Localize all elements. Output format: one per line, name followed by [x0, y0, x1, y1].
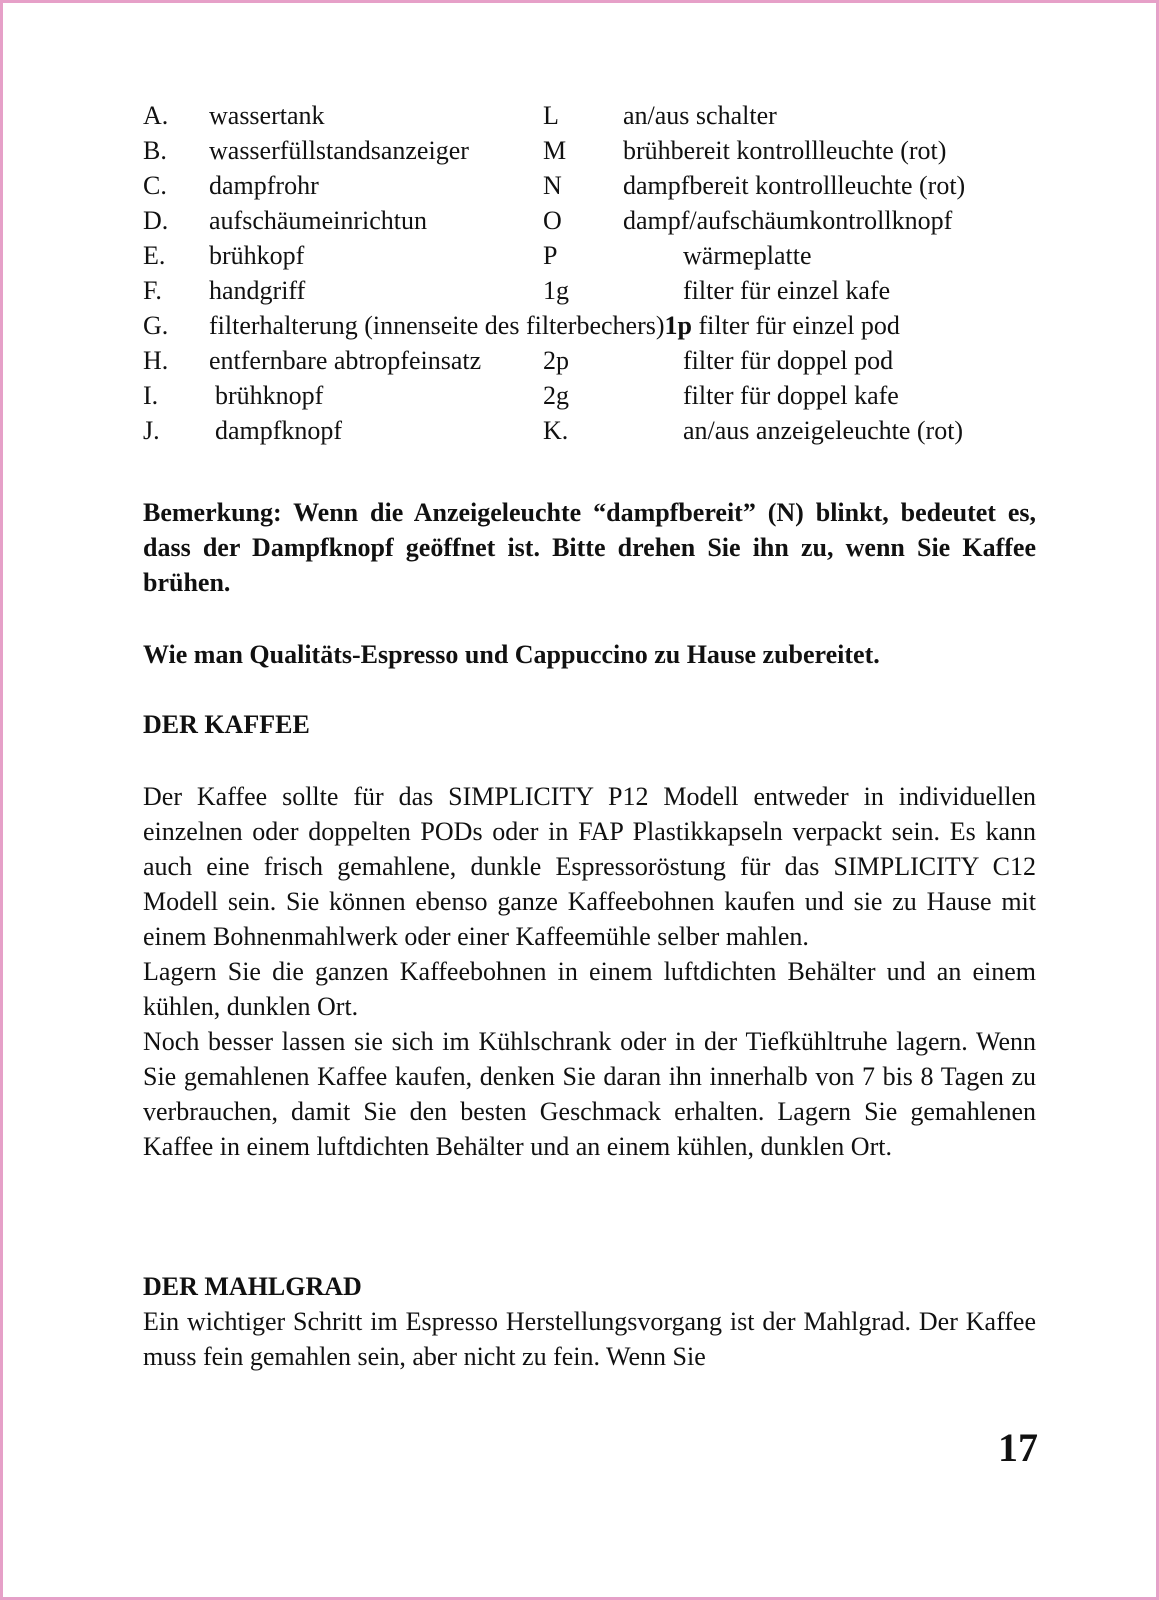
part-description: filter für einzel kafe	[683, 276, 891, 305]
part-letter: E.	[143, 241, 166, 270]
part-code: 1p	[664, 311, 692, 340]
page-number: 17	[998, 1425, 1038, 1470]
kaffee-paragraph: Lagern Sie die ganzen Kaffeebohnen in einem luftdichten Behälter und an einem kühlen, dunklen Ort.	[143, 957, 1036, 1021]
part-name: entfernbare abtropfeinsatz	[209, 346, 482, 375]
part-code: K.	[543, 416, 569, 445]
part-letter: C.	[143, 171, 167, 200]
part-name: dampfknopf	[215, 416, 343, 445]
part-name: brühknopf	[215, 381, 324, 410]
part-letter: A.	[143, 101, 169, 130]
heading-kaffee: DER KAFFEE	[143, 710, 310, 739]
part-letter: D.	[143, 206, 169, 235]
parts-row	[143, 378, 1043, 413]
part-merged-line	[209, 308, 900, 343]
part-description: filter für doppel kafe	[683, 381, 899, 410]
kaffee-paragraph: Noch besser lassen sie sich im Kühlschrank oder in der Tiefkühltruhe lagern. Wenn Sie gemahlenen Kaffee kaufen, denken Sie daran ihn innerhalb von 7 bis 8 Tagen zu verbrauchen, damit Sie den besten Geschmack erhalten. Lagern Sie gemahlenen Kaffee in einem luftdichten Behälter und an einem kühlen, dunklen Ort.	[143, 1027, 1036, 1161]
mahlgrad-body	[143, 1304, 1036, 1374]
part-description: filter für einzel pod	[698, 311, 900, 340]
kaffee-body	[143, 779, 1036, 1164]
part-letter: F.	[143, 276, 162, 305]
section-subtitle: Wie man Qualitäts-Espresso und Cappuccino zu Hause zubereitet.	[143, 640, 880, 669]
part-description: dampf/aufschäumkontrollknopf	[623, 206, 953, 235]
parts-row	[143, 238, 1043, 273]
parts-row	[143, 273, 1043, 308]
part-description: dampfbereit kontrollleuchte (rot)	[623, 171, 966, 200]
part-name: dampfrohr	[209, 171, 319, 200]
note-paragraph: Bemerkung: Wenn die Anzeigeleuchte “dampfbereit” (N) blinkt, bedeutet es, dass der Dampfknopf geöffnet ist. Bitte drehen Sie ihn zu, wenn Sie Kaffee brühen.	[143, 498, 1036, 597]
part-name: brühkopf	[209, 241, 305, 270]
part-code: L	[543, 101, 559, 130]
part-name: filterhalterung (innenseite des filterbechers)	[209, 311, 665, 340]
parts-row	[143, 413, 1043, 448]
parts-row	[143, 133, 1043, 168]
part-description: an/aus anzeigeleuchte (rot)	[683, 416, 964, 445]
part-letter: G.	[143, 311, 169, 340]
mahlgrad-paragraph: Ein wichtiger Schritt im Espresso Herstellungsvorgang ist der Mahlgrad. Der Kaffee muss fein gemahlen sein, aber nicht zu fein. Wenn Sie	[143, 1307, 1036, 1371]
part-code: N	[543, 171, 562, 200]
part-letter: H.	[143, 346, 169, 375]
parts-row	[143, 168, 1043, 203]
part-description: an/aus schalter	[623, 101, 777, 130]
part-name: handgriff	[209, 276, 306, 305]
part-name: aufschäumeinrichtun	[209, 206, 428, 235]
part-description: filter für doppel pod	[683, 346, 894, 375]
part-description: wärmeplatte	[683, 241, 812, 270]
part-letter: J.	[143, 416, 160, 445]
part-code: 2g	[543, 381, 569, 410]
part-letter: B.	[143, 136, 167, 165]
part-name: wassertank	[209, 101, 325, 130]
part-code: O	[543, 206, 562, 235]
heading-mahlgrad: DER MAHLGRAD	[143, 1272, 362, 1301]
kaffee-paragraph: Der Kaffee sollte für das SIMPLICITY P12 Modell entweder in individuellen einzelnen oder doppelten PODs oder in FAP Plastikkapseln verpackt sein. Es kann auch eine frisch gemahlene, dunkle Espressoröstung für das SIMPLICITY C12 Modell sein. Sie können ebenso ganze Kaffeebohnen kaufen und sie zu Hause mit einem Bohnenmahlwerk oder einer Kaffeemühle selber mahlen.	[143, 782, 1036, 951]
part-name: wasserfüllstandsanzeiger	[209, 136, 469, 165]
parts-legend-table	[143, 98, 1043, 448]
part-code: M	[543, 136, 567, 165]
part-code: 2p	[543, 346, 569, 375]
part-letter: I.	[143, 381, 159, 410]
part-code: 1g	[543, 276, 569, 305]
parts-row	[143, 98, 1043, 133]
parts-row	[143, 308, 1043, 343]
part-code: P	[543, 241, 558, 270]
parts-row	[143, 343, 1043, 378]
parts-row	[143, 203, 1043, 238]
part-description: brühbereit kontrollleuchte (rot)	[623, 136, 947, 165]
